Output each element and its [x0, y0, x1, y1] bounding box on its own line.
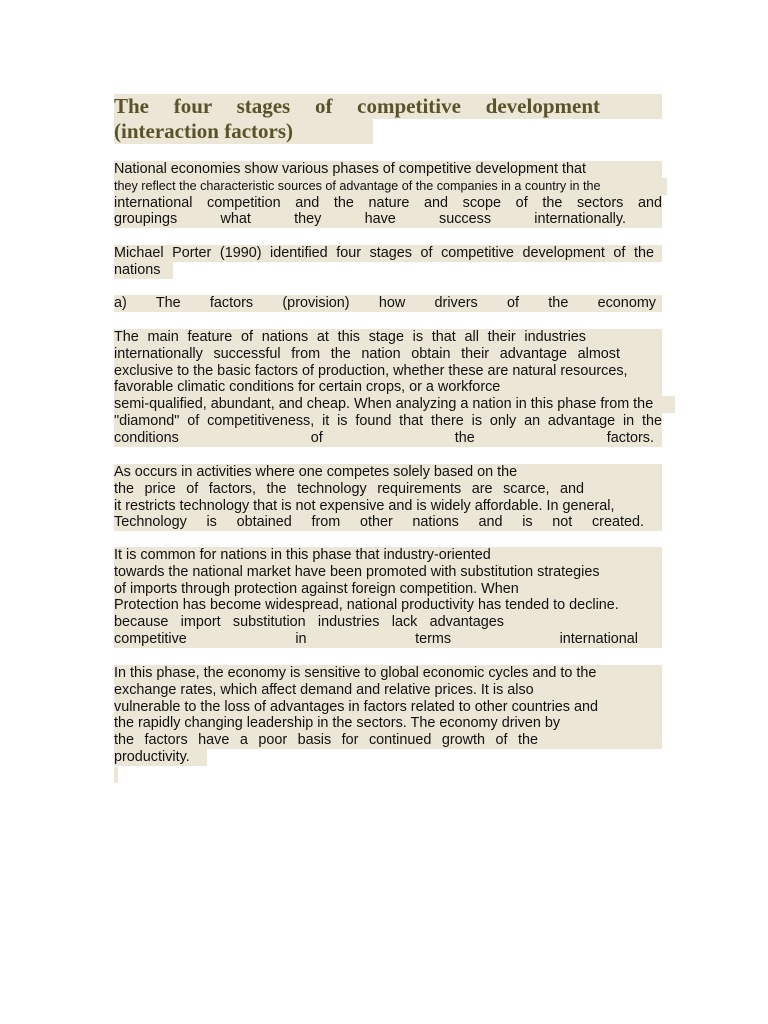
paragraph-line: favorable climatic conditions for certain crops, or a workforce	[114, 379, 662, 396]
paragraph-line: because import substitution industries lack advantages	[114, 614, 662, 631]
paragraph-1	[114, 161, 662, 228]
paragraph-line: As occurs in activities where one competes solely based on the	[114, 464, 662, 481]
paragraph-line: "diamond" of competitiveness, it is found that there is only an advantage in the	[114, 412, 662, 429]
paragraph-line: of imports through protection against foreign competition. When	[114, 581, 662, 598]
paragraph-2	[114, 245, 662, 279]
paragraph-line: semi-qualified, abundant, and cheap. When analyzing a nation in this phase from the	[114, 396, 675, 413]
paragraph-5	[114, 464, 662, 531]
paragraph-line: productivity.	[114, 749, 207, 766]
document-title	[114, 94, 662, 144]
paragraph-line: Protection has become widespread, national productivity has tended to decline.	[114, 597, 662, 614]
paragraph-line: competitive in terms international	[114, 631, 662, 648]
paragraph-line: exchange rates, which affect demand and relative prices. It is also	[114, 682, 662, 699]
paragraph-line: internationally successful from the nation obtain their advantage almost	[114, 346, 662, 363]
paragraph-3	[114, 295, 662, 312]
paragraph-line: National economies show various phases of competitive development that	[114, 161, 662, 178]
paragraph-line: Technology is obtained from other nations and is not created.	[114, 514, 662, 531]
paragraph-line: The main feature of nations at this stage is that all their industries	[114, 329, 662, 346]
paragraph-line: conditions of the factors.	[114, 430, 662, 447]
paragraph-line: nations	[114, 262, 173, 279]
paragraph-line: a) The factors (provision) how drivers of the economy	[114, 295, 662, 312]
paragraph-6	[114, 547, 662, 648]
title-line-2: (interaction factors)	[114, 119, 373, 144]
paragraph-line: the price of factors, the technology requirements are scarce, and	[114, 481, 662, 498]
paragraph-4	[114, 329, 662, 447]
paragraph-line: vulnerable to the loss of advantages in factors related to other countries and	[114, 699, 662, 716]
paragraph-line: It is common for nations in this phase that industry-oriented	[114, 547, 662, 564]
paragraph-line: groupings what they have success internationally.	[114, 211, 662, 228]
paragraph-7	[114, 665, 662, 766]
paragraph-line: In this phase, the economy is sensitive to global economic cycles and to the	[114, 665, 662, 682]
paragraph-line: Michael Porter (1990) identified four stages of competitive development of the	[114, 245, 662, 262]
paragraph-line: international competition and the nature and scope of the sectors and	[114, 194, 662, 211]
paragraph-line: the rapidly changing leadership in the sectors. The economy driven by	[114, 715, 662, 732]
paragraph-line: they reflect the characteristic sources of advantage of the companies in a country in the	[114, 178, 667, 195]
paragraph-line: the factors have a poor basis for continued growth of the	[114, 732, 662, 749]
empty-line-marker	[114, 767, 118, 783]
paragraph-line: exclusive to the basic factors of production, whether these are natural resources,	[114, 363, 662, 380]
paragraph-line: towards the national market have been promoted with substitution strategies	[114, 564, 662, 581]
title-line-1: The four stages of competitive development	[114, 94, 662, 119]
paragraph-line: it restricts technology that is not expensive and is widely affordable. In general,	[114, 498, 662, 515]
